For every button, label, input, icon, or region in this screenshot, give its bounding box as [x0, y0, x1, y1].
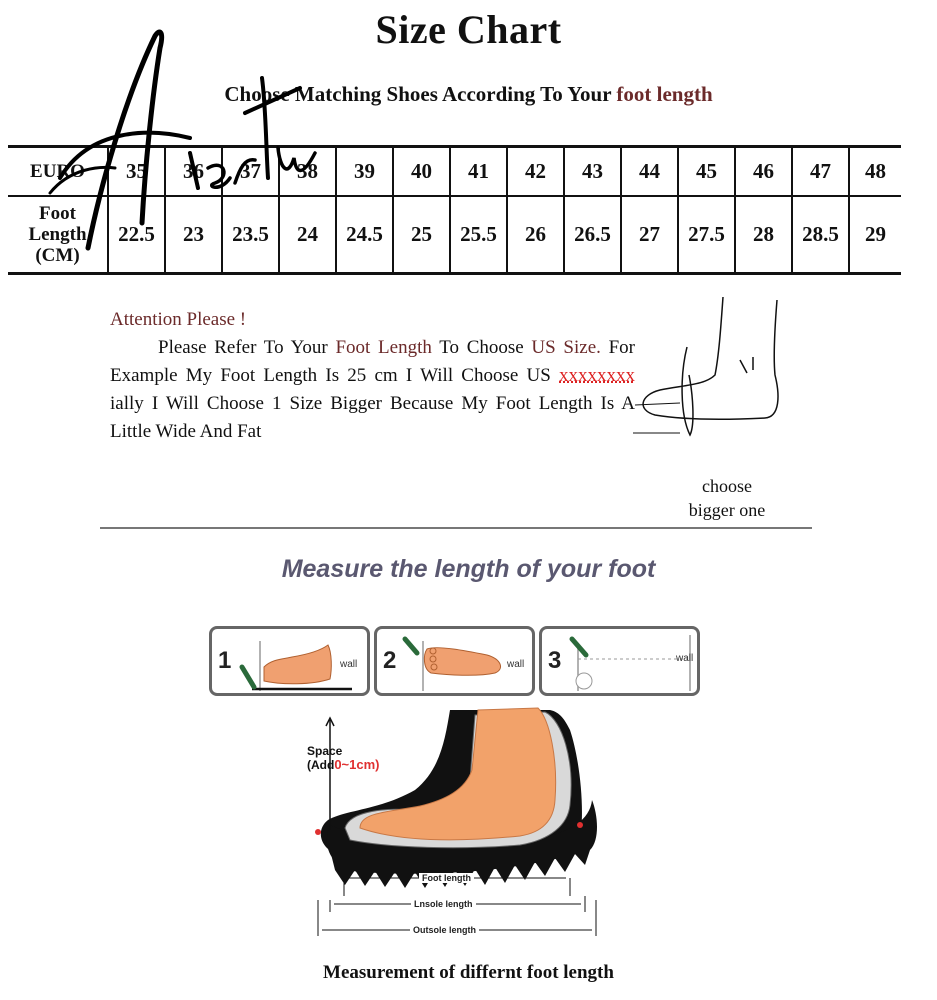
foot-length-header-line: Foot	[39, 202, 76, 224]
subtitle-highlight: foot length	[616, 82, 713, 106]
foot-length-cell: 27	[621, 196, 678, 274]
diagram-caption: Measurement of differnt foot length	[323, 962, 614, 983]
page-title: Size Chart	[375, 7, 562, 52]
foot-length-header-line: (CM)	[35, 244, 80, 266]
euro-size-cell: 38	[279, 147, 336, 196]
space-add: (Add	[307, 758, 335, 772]
euro-size-cell: 44	[621, 147, 678, 196]
foot-length-header	[8, 196, 108, 274]
measure-step-3	[539, 626, 700, 696]
foot-length-cell: 28.5	[792, 196, 849, 274]
step-number: 3	[548, 647, 562, 674]
attention-text: To Choose	[431, 337, 532, 358]
attention-block	[110, 306, 635, 446]
foot-length-cell: 25	[393, 196, 450, 274]
attention-us-size: US Size.	[531, 337, 601, 358]
attention-body	[110, 334, 635, 446]
foot-sketch-illustration	[625, 285, 795, 455]
wall-label: wall	[676, 653, 694, 664]
foot-length-cell: 26.5	[564, 196, 621, 274]
euro-size-cell: 46	[735, 147, 792, 196]
euro-header: EURO	[8, 147, 108, 196]
euro-size-cell: 40	[393, 147, 450, 196]
foot-length-cell: 23.5	[222, 196, 279, 274]
outsole-length-label: Outsole length	[410, 925, 479, 935]
foot-length-cell: 27.5	[678, 196, 735, 274]
attention-title: Attention Please !	[110, 309, 247, 330]
step-number: 1	[218, 647, 232, 674]
foot-length-header-line: Length	[28, 223, 87, 245]
insole-length-label: Lnsole length	[411, 899, 476, 909]
euro-size-cell: 42	[507, 147, 564, 196]
euro-size-cell: 41	[450, 147, 507, 196]
foot-length-cell: 22.5	[108, 196, 165, 274]
choose-bigger-line: choose	[702, 476, 752, 496]
foot-length-cell: 25.5	[450, 196, 507, 274]
page-subtitle	[0, 82, 937, 107]
euro-size-cell: 37	[222, 147, 279, 196]
space-range: 0~1cm)	[334, 757, 380, 772]
foot-length-row	[8, 196, 901, 274]
euro-size-cell: 35	[108, 147, 165, 196]
foot-length-cell: 29	[849, 196, 901, 274]
euro-size-cell: 43	[564, 147, 621, 196]
foot-length-cell: 23	[165, 196, 222, 274]
euro-size-cell: 36	[165, 147, 222, 196]
euro-row	[8, 147, 901, 196]
wall-label: wall	[507, 659, 525, 670]
brand-signature-text: Aiertu	[30, 18, 33, 19]
section-divider	[100, 527, 812, 529]
euro-size-cell: 45	[678, 147, 735, 196]
foot-length-cell: 28	[735, 196, 792, 274]
euro-size-cell: 48	[849, 147, 901, 196]
measure-title: Measure the length of your foot	[281, 555, 656, 583]
attention-text: ially I Will Choose 1 Size Bigger Because My Foot Length Is A Little Wide And Fat	[110, 393, 635, 442]
foot-length-cell: 26	[507, 196, 564, 274]
attention-redacted: xxxxxxxx	[559, 365, 635, 386]
foot-length-label: Foot length	[419, 873, 474, 883]
foot-length-cell: 24	[279, 196, 336, 274]
attention-text: Please Refer To Your	[158, 337, 336, 358]
choose-bigger-line: bigger one	[688, 500, 766, 520]
euro-size-cell: 39	[336, 147, 393, 196]
choose-bigger-note	[672, 474, 782, 522]
space-title: Space	[307, 744, 343, 758]
step-number: 2	[383, 647, 397, 674]
subtitle-text: Choose Matching Shoes According To Your	[224, 82, 617, 106]
size-table	[8, 145, 901, 275]
shoe-measurement-diagram	[300, 700, 610, 950]
euro-size-cell: 47	[792, 147, 849, 196]
space-label	[307, 745, 380, 772]
foot-length-cell: 24.5	[336, 196, 393, 274]
attention-text: For Example My Foot Length Is 25 cm I Will Choose US	[110, 337, 635, 386]
measure-step-2	[374, 626, 535, 696]
measure-step-1	[209, 626, 370, 696]
attention-foot-length: Foot Length	[335, 337, 432, 358]
wall-label: wall	[340, 659, 358, 670]
